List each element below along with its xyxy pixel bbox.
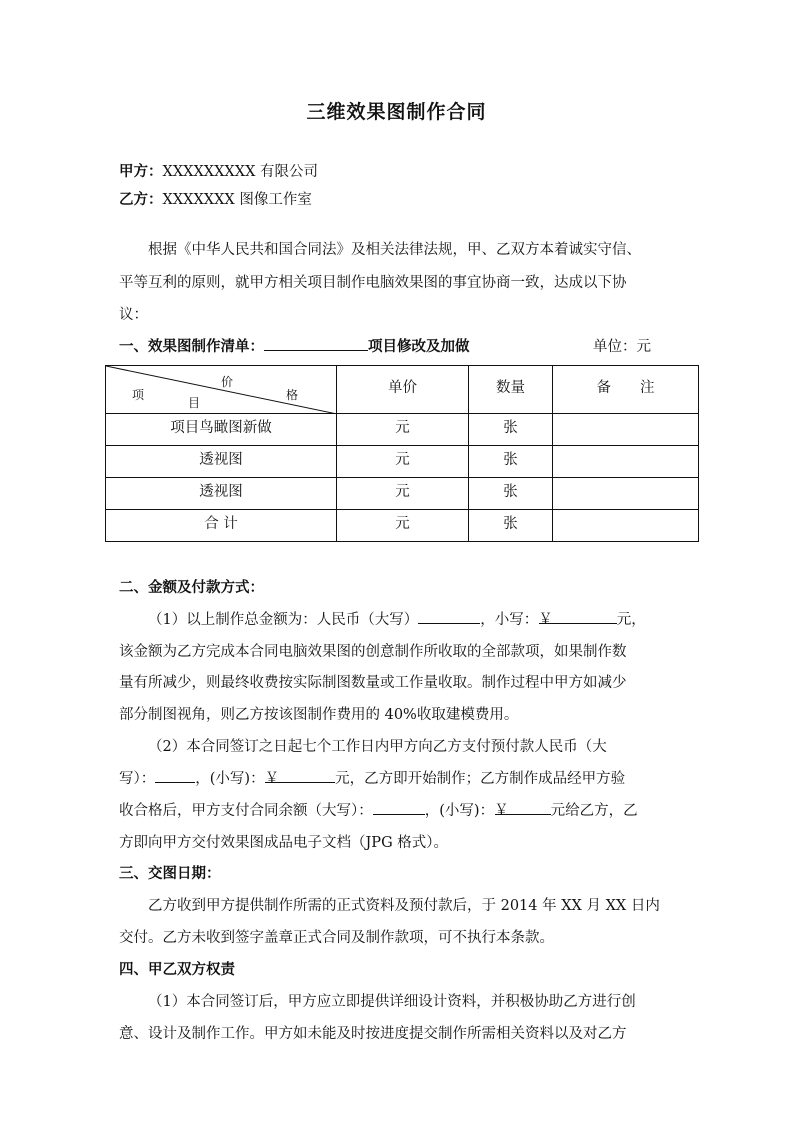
p2-text-c: 元，乙方即开始制作；乙方制作成品经甲方验	[335, 771, 626, 787]
section2-p1-line1	[148, 608, 646, 629]
party-a	[119, 160, 318, 181]
balance-number-blank	[495, 799, 551, 815]
row-note	[553, 510, 699, 542]
balance-words-blank	[373, 799, 425, 815]
section2-p1-line3: 量有所减少，则最终收费按实际制图数量或工作量收取。制作过程中甲方如减少	[119, 675, 627, 691]
section3-line2: 交付。乙方未收到签字盖章正式合同及制作款项，可不执行本条款。	[119, 930, 554, 946]
party-a-label: 甲方：	[119, 164, 163, 180]
section1-heading: 一、效果图制作清单：	[119, 339, 264, 355]
prepay-number-blank	[265, 767, 335, 783]
p1-text-b: ，小写：￥	[480, 612, 553, 628]
header-unit-price: 单价	[337, 366, 469, 414]
p2-text-d: 收合格后，甲方支付合同余额（大写）：	[119, 803, 373, 819]
price-table	[105, 365, 699, 542]
section3-line1: 乙方收到甲方提供制作所需的正式资料及预付款后，于 2014 年 XX 月 XX 日内	[148, 898, 660, 914]
row-qty: 张	[469, 478, 553, 510]
intro-line-2: 平等互利的原则，就甲方相关项目制作电脑效果图的事宜协商一致，达成以下协	[119, 275, 627, 291]
section2-p1-line4: 部分制图视角，则乙方按该图制作费用的 40%收取建模费用。	[119, 707, 519, 723]
p1-text-a: （1）以上制作总金额为：人民币（大写）	[148, 612, 419, 628]
row-name: 项目鸟瞰图新做	[106, 414, 337, 446]
section2-p2-line3	[119, 799, 638, 820]
section2-p2-line2	[119, 767, 625, 788]
diag-item-label: 项	[132, 388, 145, 402]
row-name: 透视图	[106, 446, 337, 478]
p2-text-e: ，(小写)：￥	[424, 803, 509, 819]
section4-heading: 四、甲乙双方权责	[119, 962, 235, 978]
table-header-row	[106, 366, 699, 414]
p2-text-a: 写）：	[119, 771, 156, 787]
section2-p2-line4: 方即向甲方交付效果图成品电子文档（JPG 格式）。	[119, 835, 449, 851]
party-b-value: XXXXXXX 图像工作室	[162, 192, 312, 208]
unit-label: 单位：元	[593, 339, 651, 355]
p1-text-c: 元，	[616, 612, 646, 628]
header-quantity: 数量	[469, 366, 553, 414]
diag-mu-label: 目	[188, 396, 201, 410]
party-b	[119, 188, 312, 209]
row-note	[553, 478, 699, 510]
section4-line2: 意、设计及制作工作。甲方如未能及时按进度提交制作所需相关资料以及对乙方	[119, 1026, 627, 1042]
total-amount-number-blank	[539, 608, 617, 624]
party-a-value: XXXXXXXXX 有限公司	[162, 164, 319, 180]
table-row-total	[106, 510, 699, 542]
row-price: 元	[337, 446, 469, 478]
intro-line-1: 根据《中华人民共和国合同法》及相关法律法规，甲、乙双方本着诚实守信、	[148, 242, 641, 258]
diagonal-header-cell	[106, 366, 337, 414]
header-note: 备 注	[553, 366, 699, 414]
section4-line1: （1）本合同签订后，甲方应立即提供详细设计资料，并积极协助乙方进行创	[148, 994, 636, 1010]
row-name: 透视图	[106, 478, 337, 510]
diag-ge-label: 格	[286, 388, 299, 402]
p2-text-b: ，(小写)：￥	[195, 771, 280, 787]
row-note	[553, 446, 699, 478]
section2-heading: 二、金额及付款方式：	[119, 580, 264, 596]
section2-p2-line1: （2）本合同签订之日起七个工作日内甲方向乙方支付预付款人民币（大	[148, 739, 607, 755]
row-qty: 张	[469, 414, 553, 446]
total-amount-words-blank	[418, 608, 480, 624]
party-b-label: 乙方：	[119, 192, 163, 208]
table-row	[106, 446, 699, 478]
p2-text-f: 元给乙方，乙	[550, 803, 638, 819]
section1-blank	[264, 335, 368, 351]
section2-p1-line2: 该金额为乙方完成本合同电脑效果图的创意制作所收取的全部款项，如果制作数	[119, 644, 627, 660]
table-row	[106, 414, 699, 446]
intro-line-3: 议：	[119, 307, 148, 323]
section1-suffix: 项目修改及加做	[368, 339, 470, 355]
row-note	[553, 414, 699, 446]
table-row	[106, 478, 699, 510]
section1-heading-line	[119, 335, 470, 356]
row-price: 元	[337, 510, 469, 542]
row-qty: 张	[469, 446, 553, 478]
row-name: 合 计	[106, 510, 337, 542]
diag-price-label: 价	[221, 375, 234, 389]
prepay-words-blank	[155, 767, 195, 783]
row-price: 元	[337, 414, 469, 446]
section3-heading: 三、交图日期：	[119, 866, 221, 882]
page-title: 三维效果图制作合同	[306, 101, 487, 123]
row-price: 元	[337, 478, 469, 510]
row-qty: 张	[469, 510, 553, 542]
